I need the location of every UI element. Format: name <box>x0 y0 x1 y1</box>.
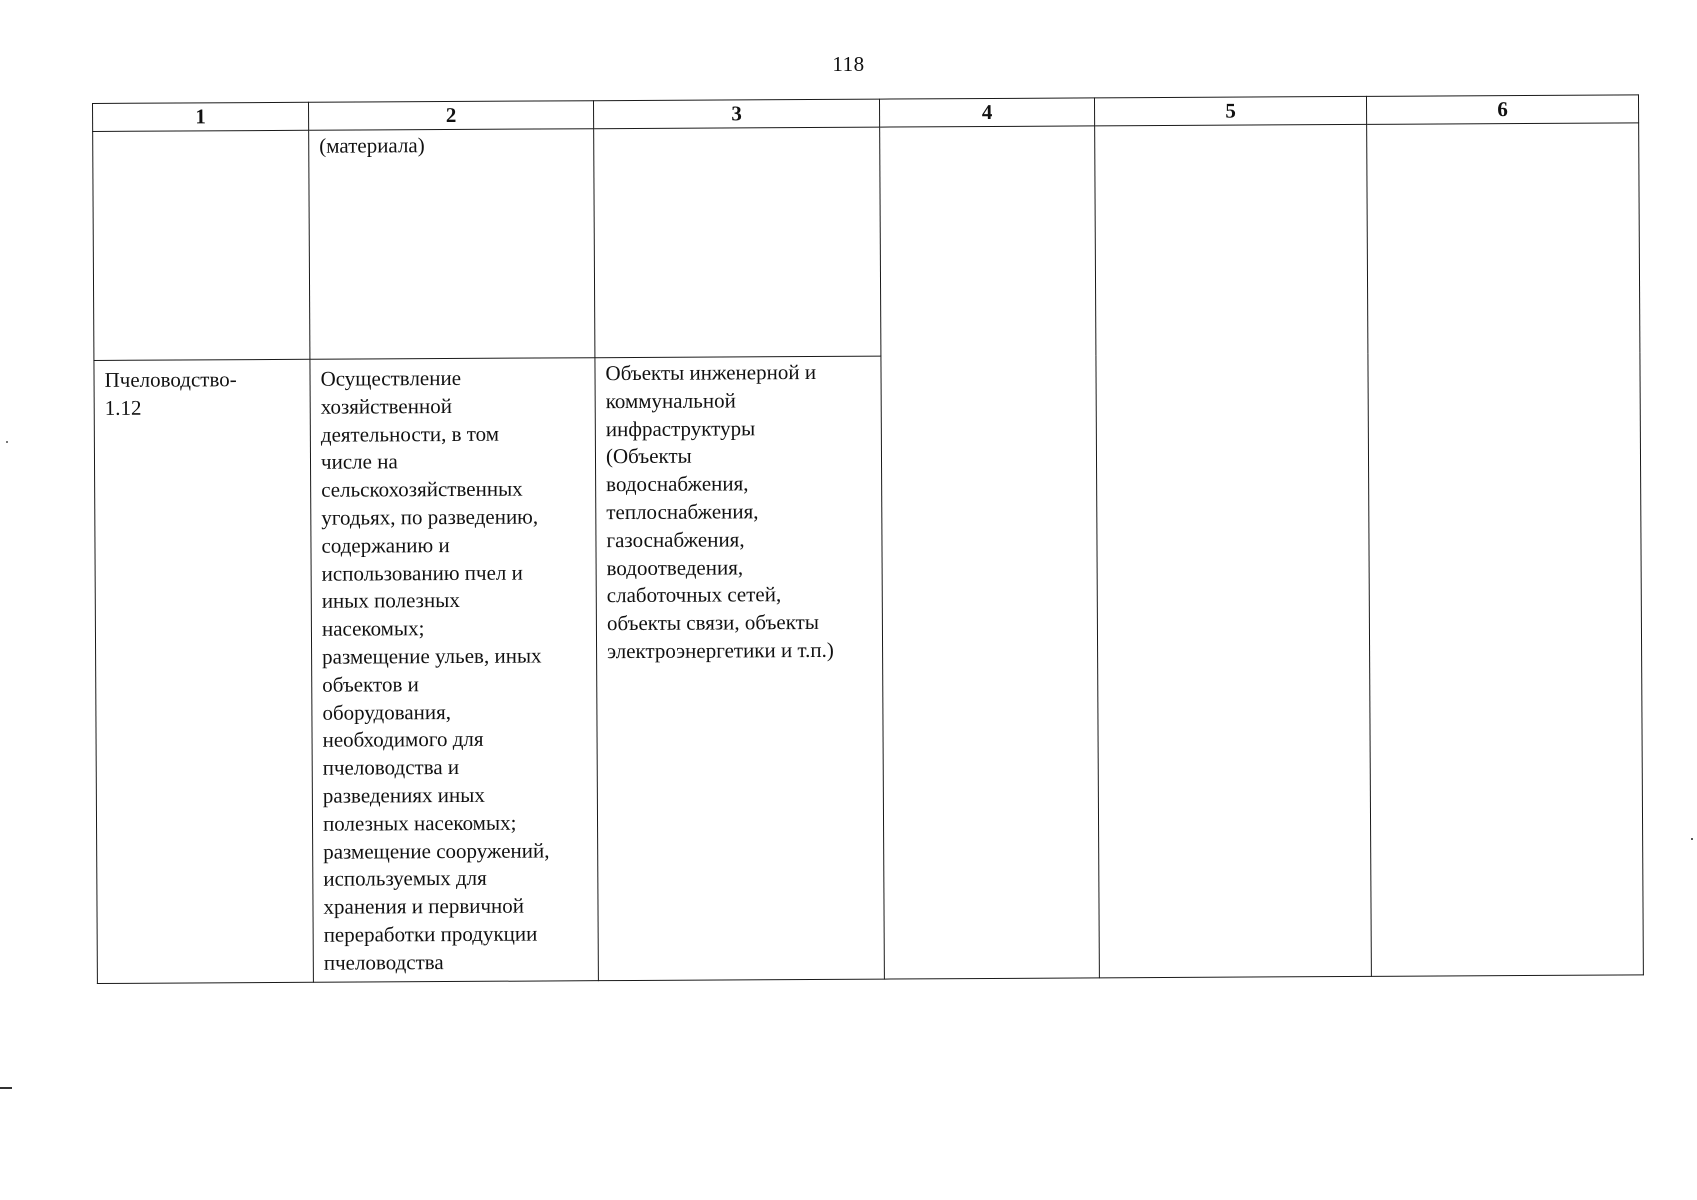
table-cell <box>310 358 598 982</box>
column-header-1: 1 <box>93 102 309 131</box>
permitted-use-table <box>92 94 1644 983</box>
cell-text: Объекты инженерной и коммунальной инфраструктуры (Объекты водоснабжения, теплоснабжения, газоснабжения, водоотведения, слаботочных сетей, объекты связи, объекты электроэнергетики и т.п.) <box>605 359 834 664</box>
column-header-4: 4 <box>879 98 1094 127</box>
table-cell <box>94 359 313 983</box>
table-cell <box>595 356 884 980</box>
cell-text <box>93 131 308 142</box>
cell-text <box>594 128 879 140</box>
cell-text: Осуществление хозяйственной деятельности, в том числе на сельскохозяйственных угодьях, по разведению, содержанию и использованию пчел и иных полезных насекомых; размещение ульев, иных объектов и оборудования, необходимого для пчеловодства и разведениях иных полезных насекомых; размещение сооружений, используемых для хранения и первичной переработки продукции пчеловодства <box>320 365 550 975</box>
cell-text <box>1096 353 1367 365</box>
cell-text <box>881 355 1095 366</box>
table-cell <box>309 129 595 360</box>
table-cell <box>594 127 881 358</box>
cell-text: Пчеловодство- 1.12 <box>104 367 237 420</box>
cell-text <box>1368 352 1639 364</box>
table-row <box>93 123 1640 361</box>
table-cell <box>1368 352 1643 976</box>
table-cell <box>1096 353 1371 977</box>
table-cell <box>93 130 310 360</box>
column-header-5: 5 <box>1094 96 1366 126</box>
table-cell <box>880 126 1096 356</box>
cell-text: (материала) <box>319 133 425 158</box>
column-header-6: 6 <box>1366 95 1638 125</box>
table-cell <box>1367 123 1640 354</box>
cell-text <box>1367 123 1638 135</box>
page-number: 118 <box>832 52 865 76</box>
table-row <box>94 352 1643 983</box>
cell-text <box>1095 125 1366 137</box>
scan-dust-speck <box>1691 838 1693 840</box>
column-header-3: 3 <box>593 99 879 129</box>
table-cell <box>1095 124 1368 355</box>
cell-text <box>880 126 1094 137</box>
table-cell <box>881 355 1099 979</box>
column-header-2: 2 <box>308 101 593 131</box>
scan-edge-mark <box>0 1087 12 1089</box>
scan-dust-speck <box>6 441 8 443</box>
